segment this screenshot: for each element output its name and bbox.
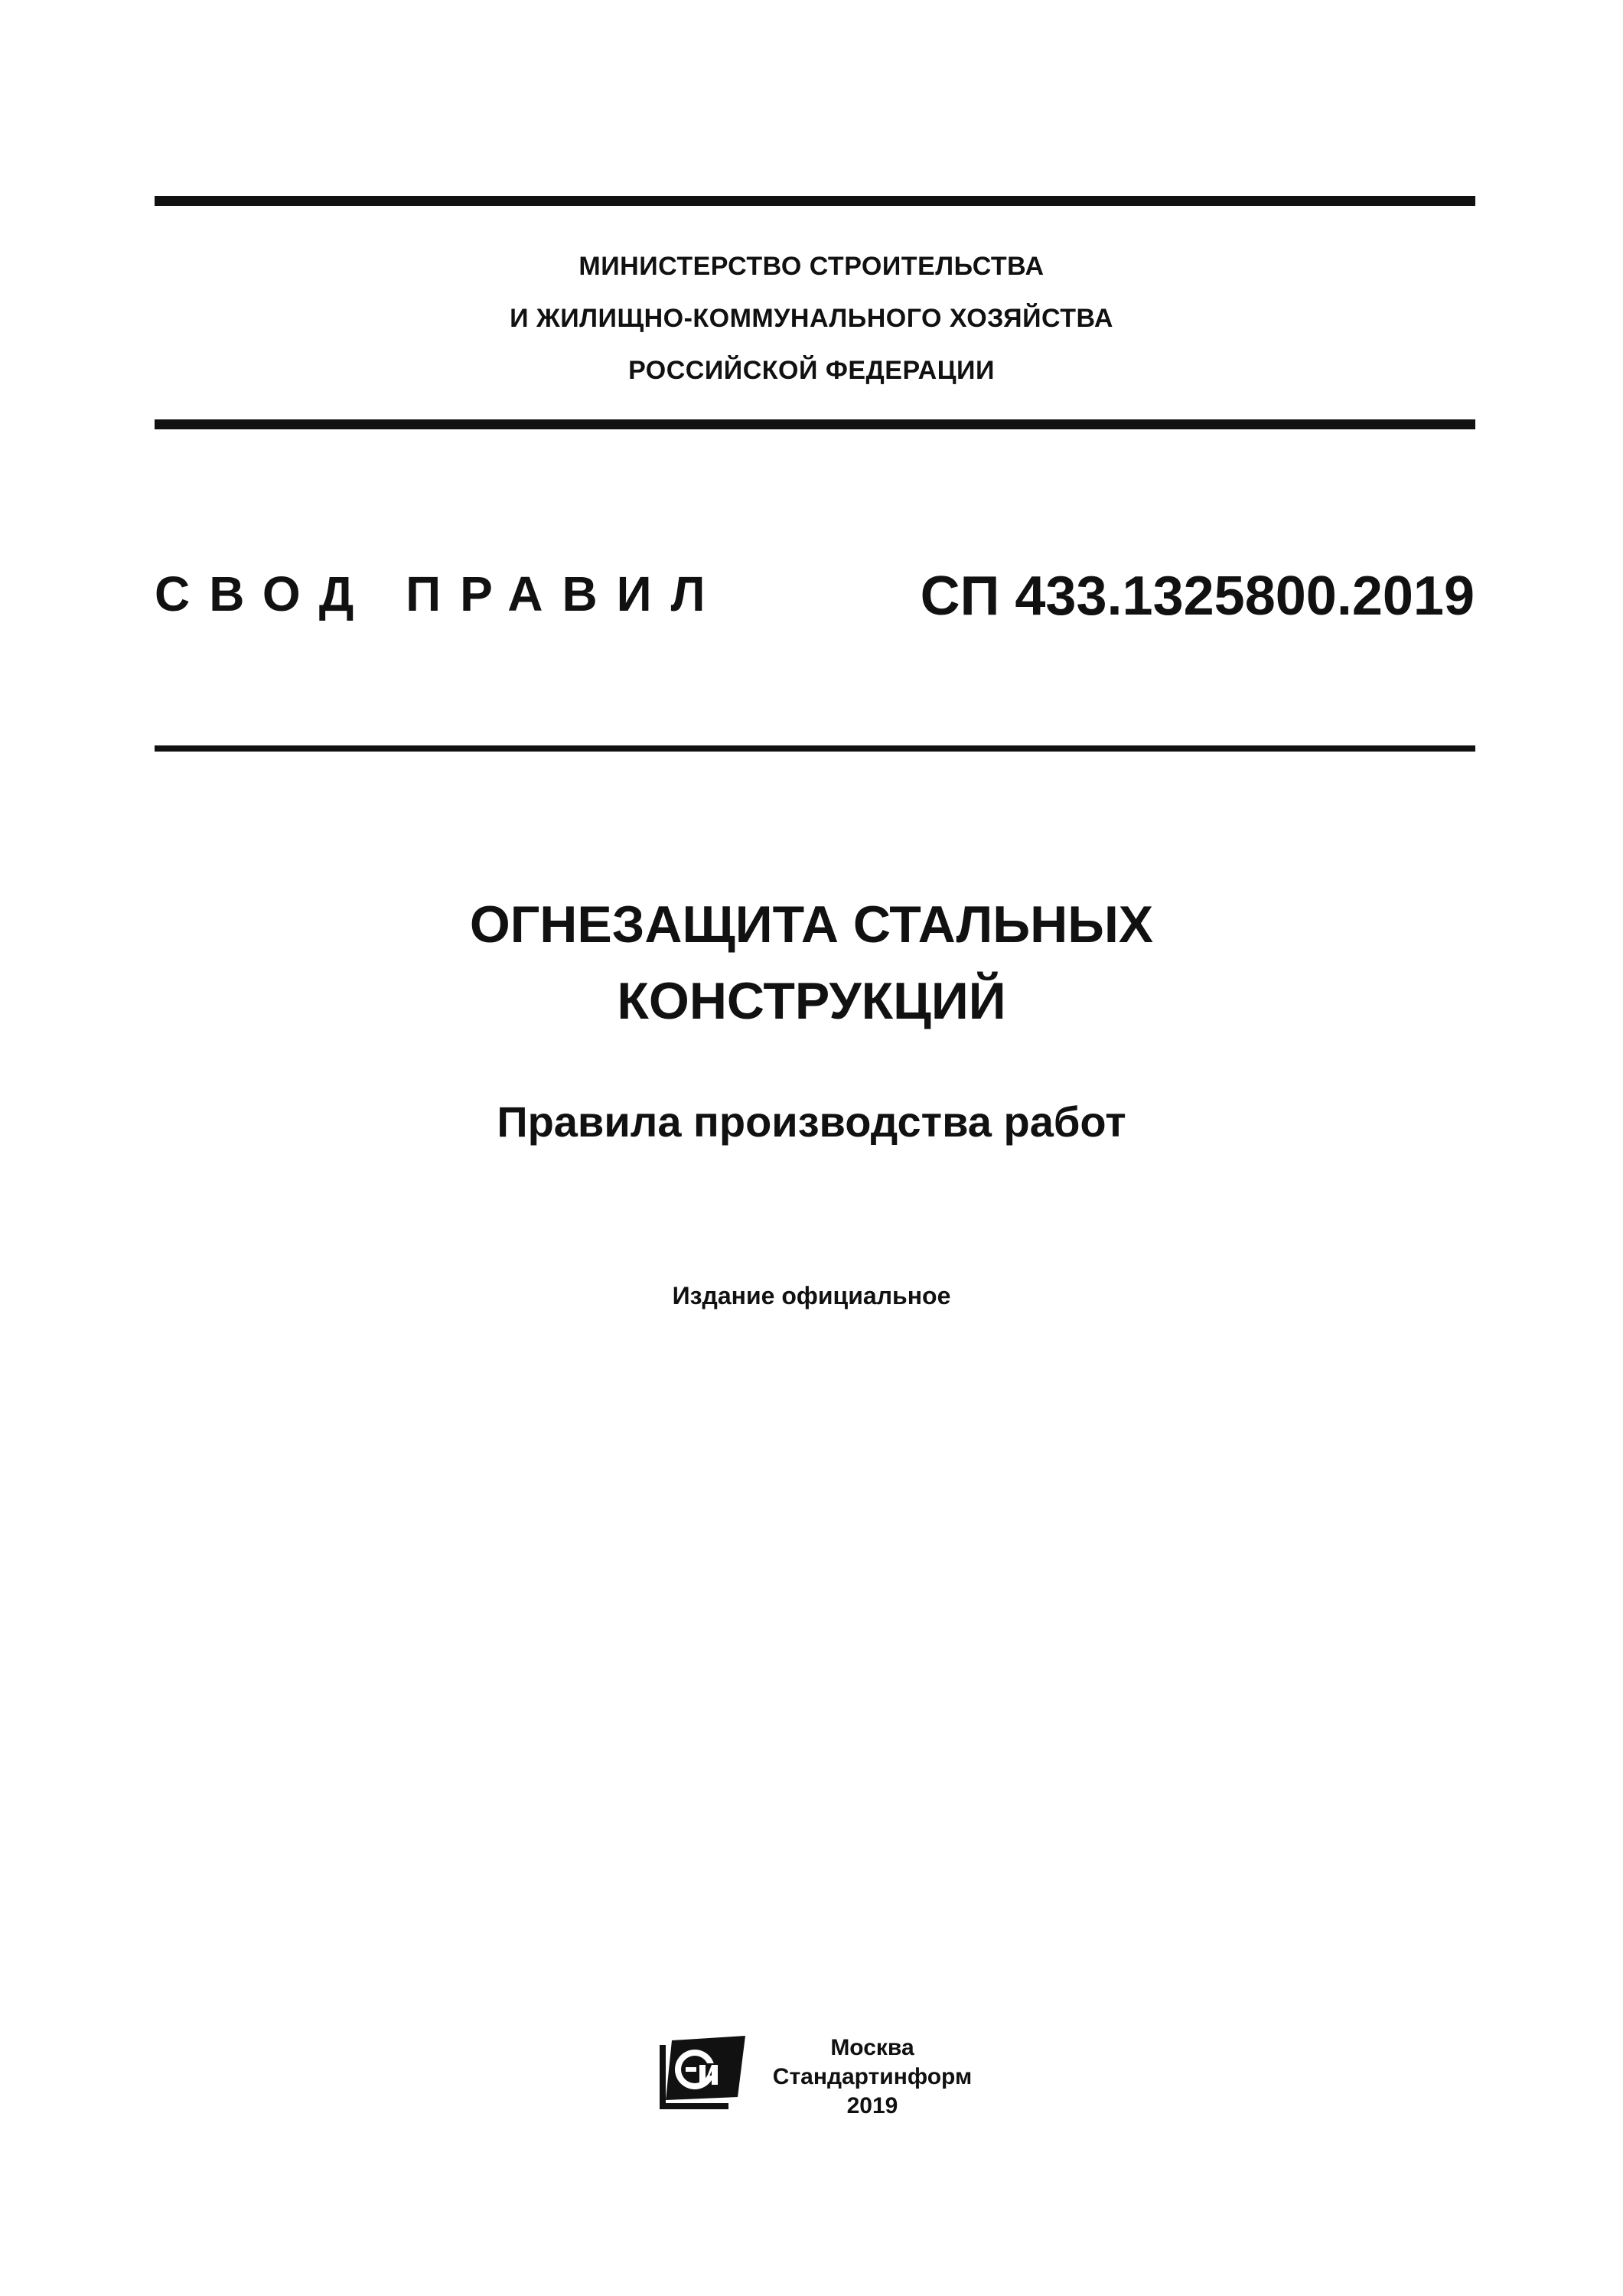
ministry-line-2: И ЖИЛИЩНО-КОММУНАЛЬНОГО ХОЗЯЙСТВА bbox=[510, 304, 1113, 333]
document-subtitle: Правила производства работ bbox=[497, 1097, 1126, 1146]
ministry-divider bbox=[155, 419, 1475, 429]
imprint-city: Москва bbox=[830, 2035, 914, 2060]
ministry-line-1: МИНИСТЕРСТВО СТРОИТЕЛЬСТВА bbox=[578, 252, 1045, 281]
header-divider bbox=[155, 745, 1475, 752]
ministry-line-3: РОССИЙСКОЙ ФЕДЕРАЦИИ bbox=[628, 356, 995, 385]
document-number: СП 433.1325800.2019 bbox=[920, 566, 1475, 627]
standartinform-logo-icon bbox=[655, 2034, 748, 2112]
document-type: СВОД ПРАВИЛ bbox=[155, 566, 725, 621]
edition-label: Издание официальное bbox=[672, 1282, 951, 1309]
document-title-line-2: КОНСТРУКЦИЙ bbox=[617, 972, 1006, 1030]
imprint-publisher: Стандартинформ bbox=[772, 2064, 973, 2089]
document-title-line-1: ОГНЕЗАЩИТА СТАЛЬНЫХ bbox=[469, 895, 1154, 954]
imprint-year: 2019 bbox=[846, 2093, 898, 2118]
top-divider bbox=[155, 196, 1475, 206]
